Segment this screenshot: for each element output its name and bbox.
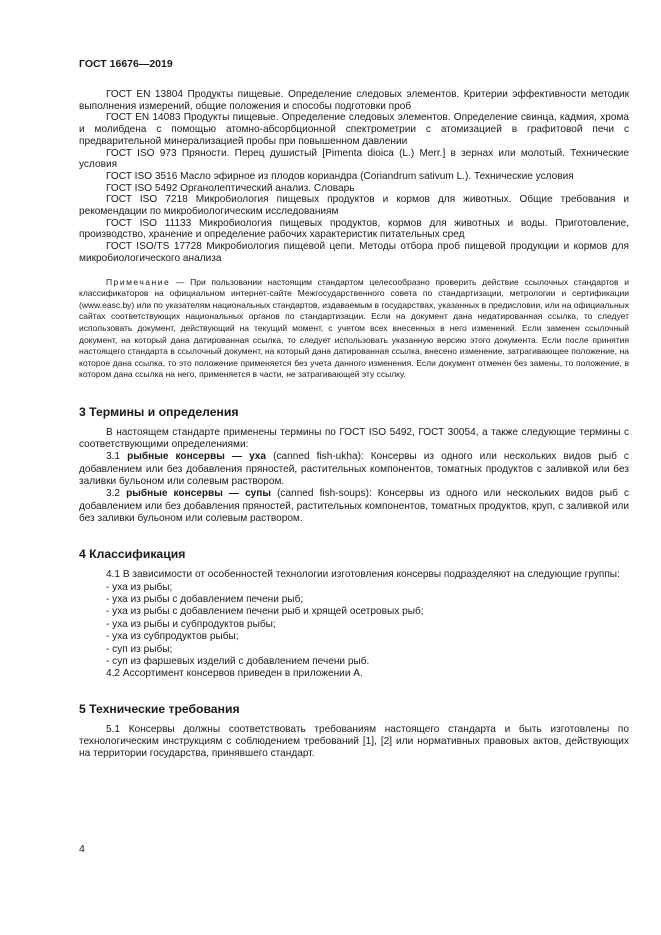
note-label: Примечание bbox=[106, 276, 171, 287]
list-item: - уха из субпродуктов рыбы; bbox=[106, 631, 239, 643]
reference-item: ГОСТ ISO 11133 Микробиология пищевых продуктов, кормов для животных и воды. Приготовление, производство, хранение и определение рабочих характеристик питательных сред bbox=[79, 217, 629, 241]
document-header: ГОСТ 16676—2019 bbox=[79, 58, 173, 70]
list-item: - суп из фаршевых изделий с добавлением печени рыб. bbox=[106, 656, 370, 667]
section-4-paragraph-2: 4.2 Ассортимент консервов приведен в приложении А. bbox=[106, 668, 363, 680]
reference-item: ГОСТ EN 13804 Продукты пищевые. Определение следовых элементов. Критерии эффективности методик выполнения измерений, общие положения и способы подготовки проб bbox=[79, 89, 629, 112]
section-4-paragraph-1: 4.1 В зависимости от особенностей технологии изготовления консервы подразделяют на следующие группы: bbox=[106, 569, 620, 581]
term-3-1-definition: (canned fish-ukha): Консервы из одного или нескольких видов рыб с добавлением или без добавления пряностей, растительных компонентов, томатных продуктов с заливкой или без заливки бульоном или солевым раствором. bbox=[79, 451, 629, 488]
term-3-1-number: 3.1 bbox=[106, 451, 121, 463]
section-5-paragraph-1: 5.1 Консервы должны соответствовать требованиям настоящего стандарта и быть изготовлены по технологическим инструкциям с соблюдением требований [1], [2] или нормативных правовых актов, действующих на территории государства, принявшего стандарт. bbox=[79, 723, 629, 760]
section-3-heading: 3 Термины и определения bbox=[79, 404, 239, 419]
list-item: - уха из рыбы и субпродуктов рыбы; bbox=[106, 618, 276, 630]
list-item: - уха из рыбы с добавлением печени рыб и хрящей осетровых рыб; bbox=[106, 606, 424, 618]
references-note bbox=[79, 277, 629, 381]
section-3 bbox=[79, 405, 629, 525]
normative-references-list bbox=[79, 89, 629, 265]
list-item: - уха из рыбы с добавлением печени рыб; bbox=[106, 593, 304, 605]
section-3-intro: В настоящем стандарте применены термины по ГОСТ ISO 5492, ГОСТ 30054, а также следующие термины с соответствующими определениями: bbox=[79, 426, 629, 451]
term-3-1 bbox=[79, 451, 629, 488]
term-3-2-term: рыбные консервы — супы bbox=[126, 488, 272, 500]
reference-item: ГОСТ ISO 5492 Органолептический анализ. Словарь bbox=[106, 182, 355, 194]
page-number: 4 bbox=[79, 843, 85, 855]
section-4 bbox=[79, 547, 629, 680]
reference-item: ГОСТ ISO 973 Пряности. Перец душистый [Pimenta dioica (L.) Merr.] в зернах или молотый. Технические условия bbox=[79, 147, 629, 171]
note-text: — При пользовании настоящим стандартом целесообразно проверить действие ссылочных стандартов и классификаторов на официальном интернет-сайте Межгосударственного совета по стандартизации, метрологии и сертификации (www.easc.by) или по указателям национальных стандартов, издаваемым в государствах, указанных в предисловии, или на официальных сайтах соответствующих национальных органов по стандартизации. Если на документ дана недатированная ссылка, то следует использовать документ, действующий на текущий момент, с учетом всех внесенных в него изменений. Если заменен ссылочный документ, на который дана датированная ссылка, то следует использовать указанную версию этого документа. Если после принятия настоящего стандарта в ссылочный документ, на который дана датированная ссылка, внесено изменение, затрагивающее положение, на которое дана ссылка, то это положение применяется без учета данного изменения. Если документ отменен без замены, то положение, в котором дана ссылка на него, применяется в части, не затрагивающей эту ссылку. bbox=[79, 276, 629, 380]
list-item: - суп из рыбы; bbox=[106, 643, 173, 655]
classification-list bbox=[79, 582, 629, 669]
term-3-1-term: рыбные консервы — уха bbox=[127, 451, 267, 463]
term-3-2-definition: (canned fish-soups): Консервы из одного или нескольких видов рыб с добавлением или без добавления пряностей, растительных компонентов, томатных продуктов, круп, с заливкой или без заливки бульоном или солевым раствором. bbox=[79, 488, 629, 524]
reference-item: ГОСТ ISO 3516 Масло эфирное из плодов кориандра (Coriandrum sativum L.). Технические условия bbox=[106, 170, 574, 182]
list-item: - уха из рыбы; bbox=[106, 581, 173, 593]
reference-item: ГОСТ ISO/TS 17728 Микробиология пищевой цепи. Методы отбора проб пищевой продукции и кормов для микробиологического анализа bbox=[79, 241, 629, 264]
section-5 bbox=[79, 702, 629, 761]
section-4-heading: 4 Классификация bbox=[79, 547, 186, 562]
term-3-2-number: 3.2 bbox=[106, 488, 121, 500]
section-5-heading: 5 Технические требования bbox=[79, 701, 240, 716]
reference-item: ГОСТ EN 14083 Продукты пищевые. Определение следовых элементов. Определение свинца, кадмия, хрома и молибдена с помощью атомно-абсорбционной спектрометрии с атомизацией в графитовой печи с предварительной минерализацией пробы при повышенном давлении bbox=[79, 112, 629, 147]
term-3-2 bbox=[79, 488, 629, 525]
reference-item: ГОСТ ISO 7218 Микробиология пищевых продуктов и кормов для животных. Общие требования и рекомендации по микробиологическим исследованиям bbox=[79, 194, 629, 218]
